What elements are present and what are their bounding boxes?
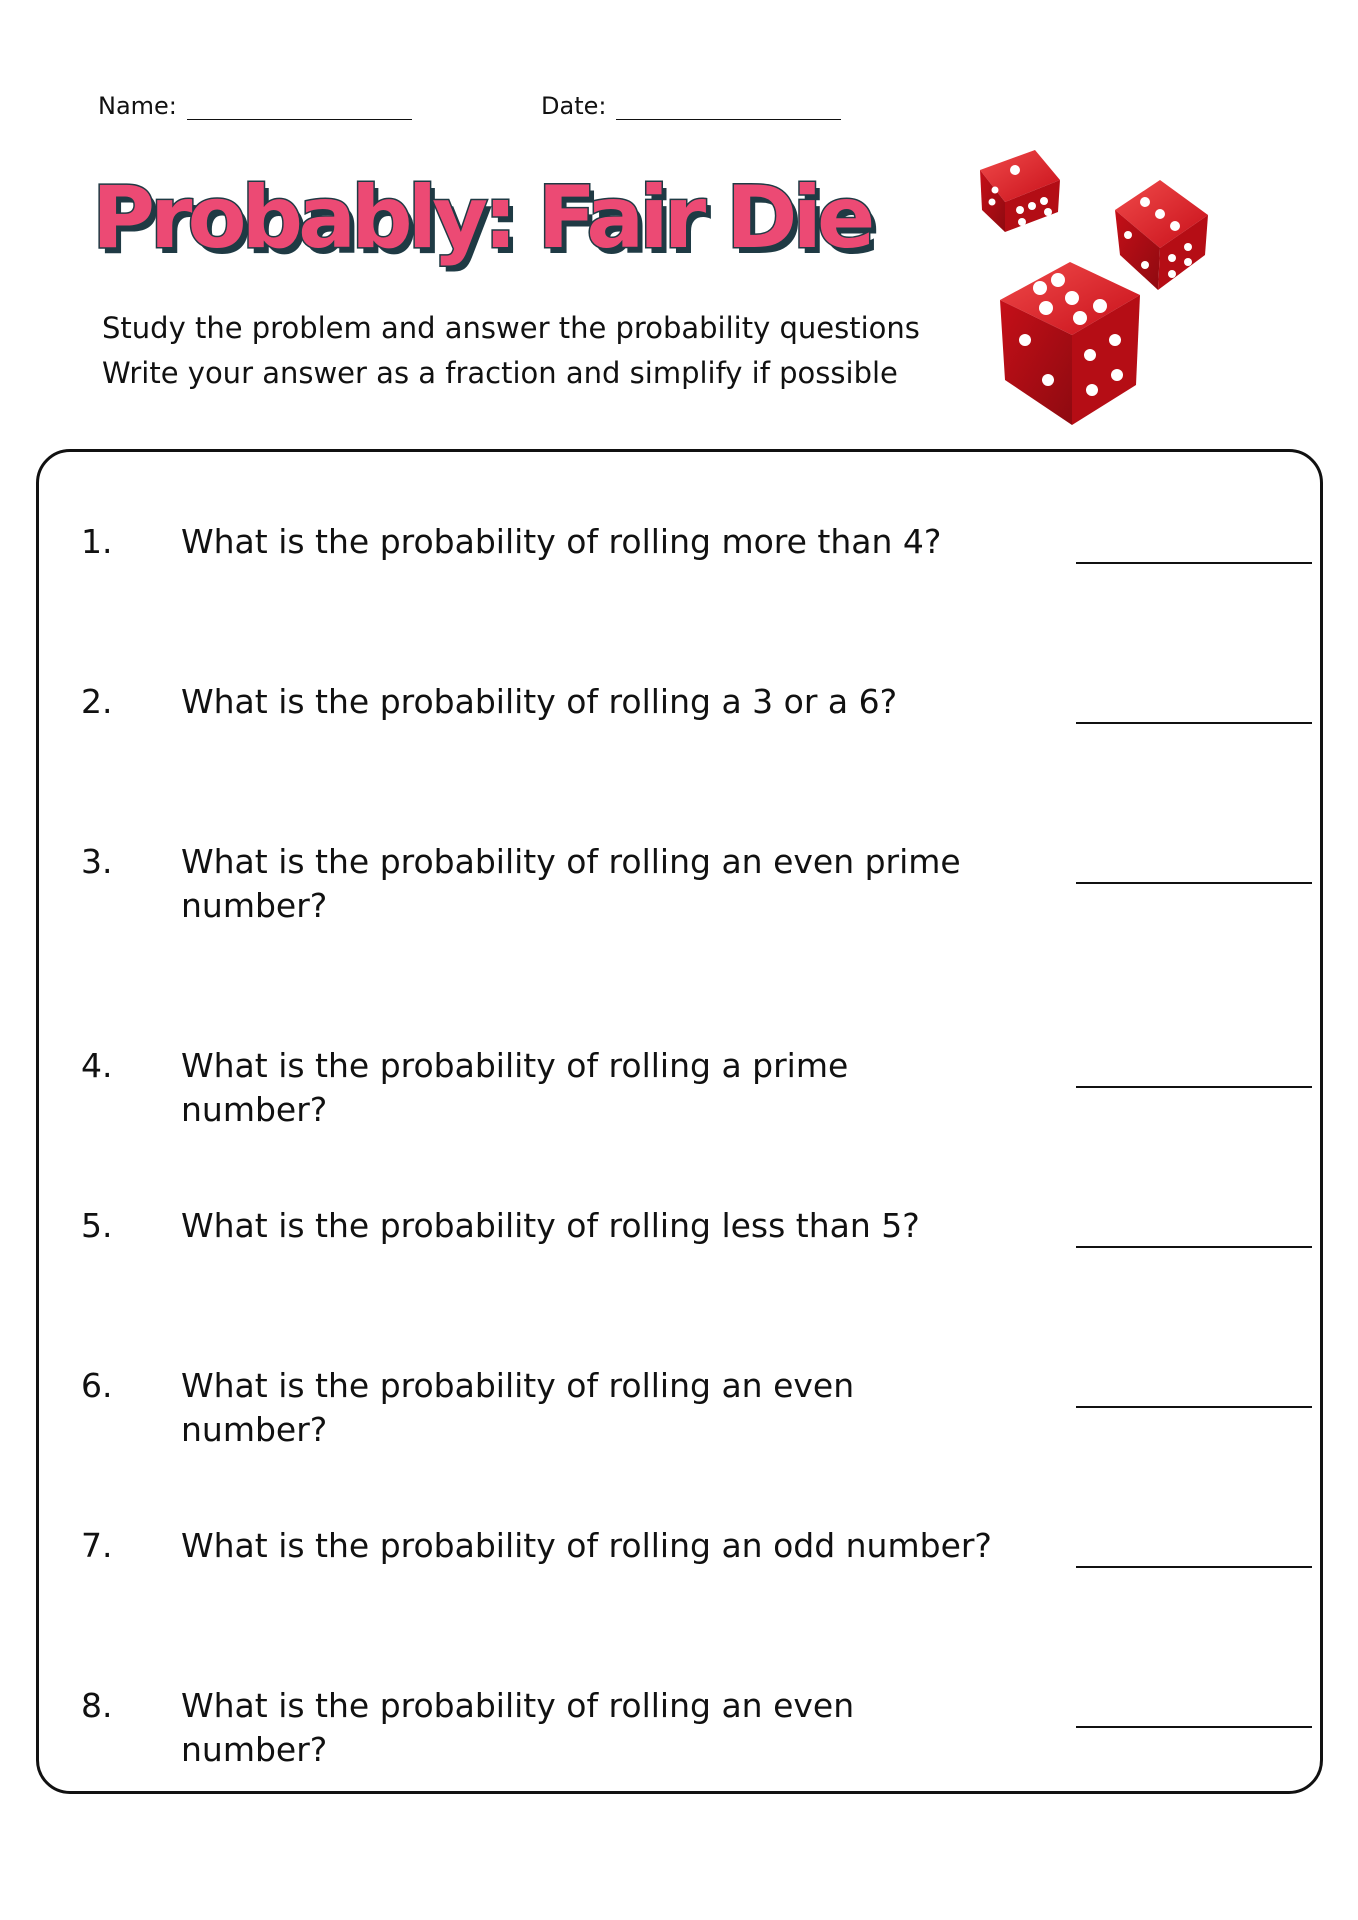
die-small-left xyxy=(980,150,1060,232)
name-label: Name: xyxy=(98,92,177,120)
header-row xyxy=(98,92,607,120)
question-number: 8. xyxy=(81,1686,113,1725)
question-5 xyxy=(81,1204,1281,1294)
question-6 xyxy=(81,1364,1281,1454)
instructions xyxy=(102,306,920,396)
date-label: Date: xyxy=(541,92,607,120)
dice-icon xyxy=(960,140,1260,440)
question-text: What is the probability of rolling an even prime number? xyxy=(181,842,961,925)
question-text: What is the probability of rolling an odd number? xyxy=(181,1526,992,1565)
question-text: What is the probability of rolling an even number? xyxy=(181,1366,855,1449)
question-number: 2. xyxy=(81,682,113,721)
date-blank-line[interactable] xyxy=(616,95,841,120)
question-number: 1. xyxy=(81,522,113,561)
question-text: What is the probability of rolling an even number? xyxy=(181,1686,855,1769)
die-small-right xyxy=(1115,180,1208,290)
question-number: 3. xyxy=(81,842,113,881)
question-2 xyxy=(81,680,1281,770)
name-blank-line[interactable] xyxy=(187,95,412,120)
question-4 xyxy=(81,1044,1281,1134)
page-title: Probably: Fair Die xyxy=(92,168,871,268)
question-3 xyxy=(81,840,1281,930)
question-number: 5. xyxy=(81,1206,113,1245)
answer-blank[interactable] xyxy=(1076,722,1312,724)
instruction-line-1: Study the problem and answer the probability questions xyxy=(102,311,920,345)
instruction-line-2: Write your answer as a fraction and simplify if possible xyxy=(102,356,898,390)
answer-blank[interactable] xyxy=(1076,1566,1312,1568)
answer-blank[interactable] xyxy=(1076,1086,1312,1088)
question-number: 6. xyxy=(81,1366,113,1405)
question-text: What is the probability of rolling a 3 or a 6? xyxy=(181,682,898,721)
answer-blank[interactable] xyxy=(1076,562,1312,564)
answer-blank[interactable] xyxy=(1076,1726,1312,1728)
answer-blank[interactable] xyxy=(1076,1246,1312,1248)
answer-blank[interactable] xyxy=(1076,1406,1312,1408)
question-8 xyxy=(81,1684,1281,1774)
question-text: What is the probability of rolling more than 4? xyxy=(181,522,942,561)
die-large xyxy=(1000,262,1140,425)
date-field xyxy=(541,92,841,120)
question-number: 4. xyxy=(81,1046,113,1085)
name-field xyxy=(98,92,412,120)
questions-card xyxy=(36,449,1323,1794)
question-7 xyxy=(81,1524,1281,1614)
question-1 xyxy=(81,520,1281,610)
question-text: What is the probability of rolling less than 5? xyxy=(181,1206,920,1245)
answer-blank[interactable] xyxy=(1076,882,1312,884)
question-number: 7. xyxy=(81,1526,113,1565)
question-text: What is the probability of rolling a prime number? xyxy=(181,1046,849,1129)
